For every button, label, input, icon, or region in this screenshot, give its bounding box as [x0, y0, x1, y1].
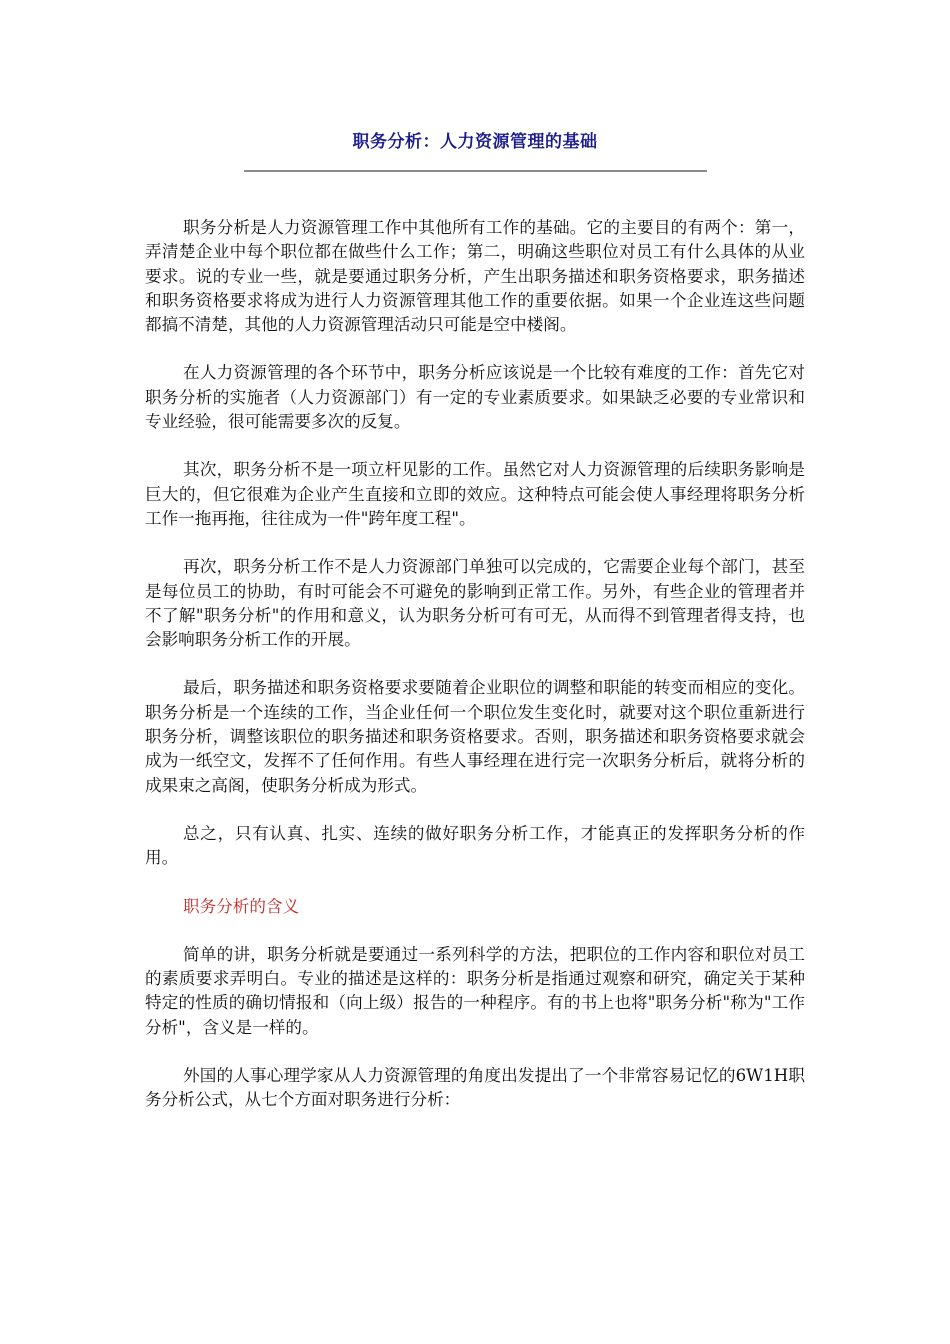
paragraph: 再次，职务分析工作不是人力资源部门单独可以完成的，它需要企业每个部门，甚至是每位员工的协助，有时可能会不可避免的影响到正常工作。另外，有些企业的管理者并不了解"职务分析"的作用和意义，认为职务分析可有可无，从而得不到管理者得支持，也会影响职务分析工作的开展。 [145, 557, 805, 650]
paragraph: 最后，职务描述和职务资格要求要随着企业职位的调整和职能的转变而相应的变化。职务分析是一个连续的工作，当企业任何一个职位发生变化时，就要对这个职位重新进行职务分析，调整该职位的职务描述和职务资格要求。否则，职务描述和职务资格要求就会成为一纸空文，发挥不了任何作用。有些人事经理在进行完一次职务分析后，就将分析的成果束之高阁，使职务分析成为形式。 [145, 678, 805, 795]
paragraph: 其次，职务分析不是一项立杆见影的工作。虽然它对人力资源管理的后续职务影响是巨大的，但它很难为企业产生直接和立即的效应。这种特点可能会使人事经理将职务分析工作一拖再拖，往往成为一件"跨年度工程"。 [145, 460, 805, 528]
document-body [145, 216, 805, 1137]
section-heading: 职务分析的含义 [183, 896, 300, 916]
paragraph: 在人力资源管理的各个环节中，职务分析应该说是一个比较有难度的工作：首先它对职务分析的实施者（人力资源部门）有一定的专业素质要求。如果缺乏必要的专业常识和专业经验，很可能需要多次的反复。 [145, 363, 805, 432]
title-divider [244, 170, 707, 172]
paragraph: 外国的人事心理学家从人力资源管理的角度出发提出了一个非常容易记忆的6W1H职务分析公式，从七个方面对职务进行分析： [145, 1066, 805, 1110]
page-title: 职务分析：人力资源管理的基础 [352, 132, 598, 152]
paragraph: 职务分析是人力资源管理工作中其他所有工作的基础。它的主要目的有两个：第一，弄清楚企业中每个职位都在做些什么工作；第二，明确这些职位对员工有什么具体的从业要求。说的专业一些，就是要通过职务分析，产生出职务描述和职务资格要求，职务描述和职务资格要求将成为进行人力资源管理其他工作的重要依据。如果一个企业连这些问题都搞不清楚，其他的人力资源管理活动只可能是空中楼阁。 [145, 218, 805, 335]
paragraph: 简单的讲，职务分析就是要通过一系列科学的方法，把职位的工作内容和职位对员工的素质要求弄明白。专业的描述是这样的：职务分析是指通过观察和研究，确定关于某种特定的性质的确切情报和（向上级）报告的一种程序。有的书上也将"职务分析"称为"工作分析"，含义是一样的。 [145, 944, 805, 1037]
paragraph: 总之，只有认真、扎实、连续的做好职务分析工作，才能真正的发挥职务分析的作用。 [145, 823, 805, 868]
